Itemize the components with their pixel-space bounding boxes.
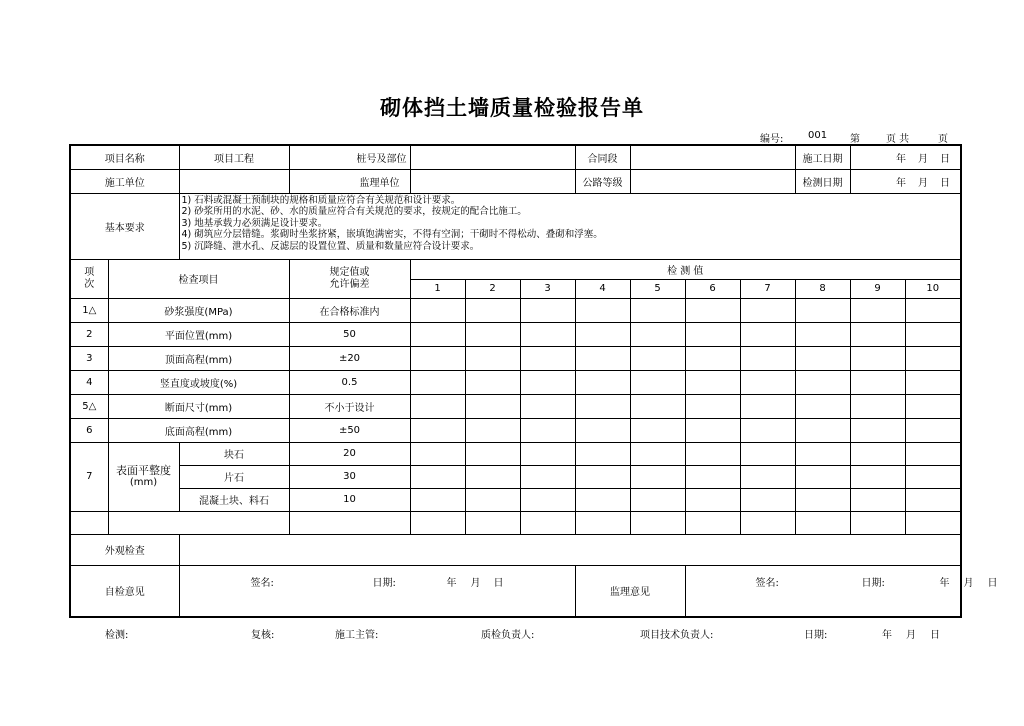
footer-tech: 项目技术负责人: bbox=[640, 630, 714, 641]
value-cell[interactable] bbox=[685, 442, 740, 465]
value-cell[interactable] bbox=[850, 370, 905, 394]
value-cell[interactable] bbox=[850, 346, 905, 370]
year-text: 年 bbox=[446, 577, 457, 589]
value-cell[interactable] bbox=[520, 465, 575, 488]
value-cell[interactable] bbox=[520, 488, 575, 511]
supervise-opinion-label: 监理意见 bbox=[575, 565, 685, 617]
page-di: 第 bbox=[850, 134, 860, 145]
table-row bbox=[70, 322, 961, 346]
project-name-value[interactable]: 项目工程 bbox=[179, 145, 289, 169]
measured-header: 检 测 值 bbox=[410, 259, 961, 279]
flatness-row-3 bbox=[70, 488, 961, 511]
year-text: 年 bbox=[939, 577, 950, 589]
spec-header-1: 规定值或 bbox=[329, 266, 370, 278]
value-cell[interactable] bbox=[465, 465, 520, 488]
spec-header bbox=[289, 259, 410, 298]
road-grade-value[interactable] bbox=[630, 169, 795, 193]
value-cell[interactable] bbox=[740, 370, 795, 394]
month-text: 月 bbox=[470, 577, 481, 589]
row-unit bbox=[70, 169, 961, 193]
measured-col-2: 2 bbox=[465, 279, 520, 298]
day-text: 日 bbox=[987, 577, 998, 589]
req-item-4: 4) 砌筑应分层错缝。浆砌时坐浆挤紧，嵌填饱满密实，不得有空洞；干砌时不得松动、叠砌和浮塞。 bbox=[181, 229, 603, 240]
value-cell[interactable] bbox=[410, 418, 465, 442]
signature-footer bbox=[69, 626, 955, 640]
value-cell[interactable] bbox=[575, 394, 630, 418]
value-cell[interactable] bbox=[905, 298, 961, 322]
appearance-label: 外观检查 bbox=[70, 534, 179, 565]
row-item: 顶面高程(mm) bbox=[108, 346, 289, 370]
row-no: 3 bbox=[70, 346, 108, 370]
value-cell[interactable] bbox=[575, 346, 630, 370]
value-cell[interactable] bbox=[465, 346, 520, 370]
row-no: 6 bbox=[70, 418, 108, 442]
value-cell[interactable] bbox=[410, 298, 465, 322]
row-no: 5△ bbox=[70, 394, 108, 418]
check-item-header: 检查项目 bbox=[108, 259, 289, 298]
value-cell[interactable] bbox=[905, 322, 961, 346]
value-cell[interactable] bbox=[905, 370, 961, 394]
flatness-row-2 bbox=[70, 465, 961, 488]
construct-unit-value[interactable] bbox=[179, 169, 289, 193]
supervise-unit-value[interactable] bbox=[410, 169, 575, 193]
year-text: 年 bbox=[896, 177, 907, 189]
table-row bbox=[70, 346, 961, 370]
self-check-label: 自检意见 bbox=[70, 565, 179, 617]
value-cell[interactable] bbox=[410, 511, 465, 534]
value-cell[interactable] bbox=[850, 298, 905, 322]
serial-meta bbox=[760, 130, 960, 144]
row-spec: ±20 bbox=[289, 346, 410, 370]
value-cell[interactable] bbox=[850, 322, 905, 346]
value-cell[interactable] bbox=[630, 442, 685, 465]
value-cell[interactable] bbox=[740, 298, 795, 322]
value-cell[interactable] bbox=[795, 370, 850, 394]
report-title: 砌体挡土墙质量检验报告单 bbox=[380, 96, 644, 120]
page-ye-gong: 页 共 bbox=[886, 134, 910, 145]
value-cell[interactable] bbox=[520, 511, 575, 534]
item-no-header-2: 次 bbox=[84, 278, 95, 290]
value-cell[interactable] bbox=[740, 346, 795, 370]
value-cell[interactable] bbox=[465, 418, 520, 442]
year-text: 年 bbox=[882, 630, 892, 641]
serial-label: 编号: bbox=[760, 134, 784, 145]
value-cell[interactable] bbox=[630, 511, 685, 534]
value-cell[interactable] bbox=[795, 465, 850, 488]
measured-col-1: 1 bbox=[410, 279, 465, 298]
value-cell[interactable] bbox=[520, 418, 575, 442]
value-cell[interactable] bbox=[905, 346, 961, 370]
year-text: 年 bbox=[896, 153, 907, 165]
value-cell[interactable] bbox=[740, 394, 795, 418]
footer-inspect: 检测: bbox=[105, 630, 129, 641]
value-cell[interactable] bbox=[740, 488, 795, 511]
measured-col-9: 9 bbox=[850, 279, 905, 298]
value-cell[interactable] bbox=[795, 394, 850, 418]
value-cell[interactable] bbox=[630, 298, 685, 322]
row-item: 竖直度或坡度(%) bbox=[108, 370, 289, 394]
value-cell[interactable] bbox=[520, 298, 575, 322]
header-row-1 bbox=[70, 259, 961, 279]
value-cell[interactable] bbox=[575, 322, 630, 346]
blank-cell[interactable] bbox=[108, 511, 289, 534]
value-cell[interactable] bbox=[630, 394, 685, 418]
value-cell[interactable] bbox=[850, 442, 905, 465]
row-item: 断面尺寸(mm) bbox=[108, 394, 289, 418]
flatness-row-1 bbox=[70, 442, 961, 465]
row-basic-requirements bbox=[70, 193, 961, 259]
value-cell[interactable] bbox=[575, 418, 630, 442]
value-cell[interactable] bbox=[630, 322, 685, 346]
stake-label: 桩号及部位 bbox=[289, 145, 410, 169]
value-cell[interactable] bbox=[795, 322, 850, 346]
value-cell[interactable] bbox=[685, 394, 740, 418]
footer-recheck: 复核: bbox=[251, 630, 275, 641]
table-row bbox=[70, 418, 961, 442]
value-cell[interactable] bbox=[905, 394, 961, 418]
value-cell[interactable] bbox=[575, 488, 630, 511]
blank-cell[interactable] bbox=[289, 511, 410, 534]
measured-col-6: 6 bbox=[685, 279, 740, 298]
day-text: 日 bbox=[940, 153, 951, 165]
measured-col-5: 5 bbox=[630, 279, 685, 298]
value-cell[interactable] bbox=[850, 465, 905, 488]
day-text: 日 bbox=[930, 630, 940, 641]
value-cell[interactable] bbox=[575, 298, 630, 322]
item-no-header-1: 项 bbox=[84, 266, 95, 278]
value-cell[interactable] bbox=[410, 442, 465, 465]
supervise-opinion-area[interactable] bbox=[685, 565, 998, 617]
value-cell[interactable] bbox=[850, 418, 905, 442]
footer-quality: 质检负责人: bbox=[481, 630, 535, 641]
project-name-label: 项目名称 bbox=[70, 145, 179, 169]
value-cell[interactable] bbox=[410, 322, 465, 346]
value-cell[interactable] bbox=[740, 511, 795, 534]
value-cell[interactable] bbox=[905, 418, 961, 442]
value-cell[interactable] bbox=[685, 346, 740, 370]
supervise-sign: 签名: bbox=[755, 577, 779, 589]
basic-req-list bbox=[179, 193, 961, 259]
value-cell[interactable] bbox=[850, 488, 905, 511]
appearance-row bbox=[70, 534, 961, 565]
flatness-sub-item: 混凝土块、料石 bbox=[179, 488, 289, 511]
contract-label: 合同段 bbox=[575, 145, 630, 169]
value-cell[interactable] bbox=[465, 322, 520, 346]
blank-row bbox=[70, 511, 961, 534]
value-cell[interactable] bbox=[685, 298, 740, 322]
value-cell[interactable] bbox=[520, 322, 575, 346]
value-cell[interactable] bbox=[465, 298, 520, 322]
value-cell[interactable] bbox=[575, 465, 630, 488]
value-cell[interactable] bbox=[795, 298, 850, 322]
appearance-value[interactable] bbox=[179, 534, 961, 565]
value-cell[interactable] bbox=[410, 346, 465, 370]
value-cell[interactable] bbox=[410, 370, 465, 394]
req-item-5: 5) 沉降缝、泄水孔、反滤层的设置位置、质量和数量应符合设计要求。 bbox=[181, 240, 480, 252]
flatness-sub-spec: 10 bbox=[289, 488, 410, 511]
row-no: 2 bbox=[70, 322, 108, 346]
footer-date: 日期: bbox=[804, 630, 828, 641]
blank-cell[interactable] bbox=[70, 511, 108, 534]
spec-header-2: 允许偏差 bbox=[329, 278, 370, 290]
month-text: 月 bbox=[963, 577, 974, 589]
month-text: 月 bbox=[918, 177, 929, 189]
value-cell[interactable] bbox=[520, 346, 575, 370]
measured-col-7: 7 bbox=[740, 279, 795, 298]
table-row bbox=[70, 298, 961, 322]
req-item-3: 3) 地基承载力必须满足设计要求。 bbox=[181, 217, 328, 229]
value-cell[interactable] bbox=[905, 488, 961, 511]
value-cell[interactable] bbox=[795, 418, 850, 442]
value-cell[interactable] bbox=[520, 370, 575, 394]
flatness-sub-spec: 20 bbox=[289, 442, 410, 465]
value-cell[interactable] bbox=[410, 394, 465, 418]
row-no: 1△ bbox=[70, 298, 108, 322]
flatness-sub-item: 块石 bbox=[179, 442, 289, 465]
value-cell[interactable] bbox=[410, 488, 465, 511]
inspect-date-label: 检测日期 bbox=[795, 169, 850, 193]
supervise-unit-label: 监理单位 bbox=[289, 169, 410, 193]
value-cell[interactable] bbox=[685, 488, 740, 511]
value-cell[interactable] bbox=[575, 370, 630, 394]
flatness-sub-spec: 30 bbox=[289, 465, 410, 488]
value-cell[interactable] bbox=[575, 511, 630, 534]
row-project bbox=[70, 145, 961, 169]
item-no-header bbox=[70, 259, 108, 298]
req-item-2: 2) 砂浆所用的水泥、砂、水的质量应符合有关规范的要求，按规定的配合比施工。 bbox=[181, 206, 527, 217]
row-no: 4 bbox=[70, 370, 108, 394]
row-spec: ±50 bbox=[289, 418, 410, 442]
inspect-date-value[interactable] bbox=[850, 169, 961, 193]
contract-value[interactable] bbox=[630, 145, 795, 169]
value-cell[interactable] bbox=[685, 322, 740, 346]
month-text: 月 bbox=[918, 153, 929, 165]
value-cell[interactable] bbox=[630, 370, 685, 394]
value-cell[interactable] bbox=[905, 442, 961, 465]
row-spec: 不小于设计 bbox=[289, 394, 410, 418]
value-cell[interactable] bbox=[685, 370, 740, 394]
row-item: 底面高程(mm) bbox=[108, 418, 289, 442]
value-cell[interactable] bbox=[465, 488, 520, 511]
flatness-no: 7 bbox=[70, 442, 108, 511]
flatness-sub-item: 片石 bbox=[179, 465, 289, 488]
serial-value: 001 bbox=[808, 130, 828, 141]
value-cell[interactable] bbox=[575, 442, 630, 465]
value-cell[interactable] bbox=[740, 418, 795, 442]
value-cell[interactable] bbox=[795, 511, 850, 534]
req-item-1: 1) 石料或混凝土预制块的规格和质量应符合有关规范和设计要求。 bbox=[181, 194, 461, 206]
month-text: 月 bbox=[906, 630, 916, 641]
footer-manager: 施工主管: bbox=[335, 630, 379, 641]
page-ye: 页 bbox=[938, 134, 948, 145]
value-cell[interactable] bbox=[630, 346, 685, 370]
value-cell[interactable] bbox=[795, 488, 850, 511]
value-cell[interactable] bbox=[905, 465, 961, 488]
value-cell[interactable] bbox=[520, 442, 575, 465]
value-cell[interactable] bbox=[795, 346, 850, 370]
value-cell[interactable] bbox=[520, 394, 575, 418]
value-cell[interactable] bbox=[465, 511, 520, 534]
road-grade-label: 公路等级 bbox=[575, 169, 630, 193]
day-text: 日 bbox=[940, 177, 951, 189]
value-cell[interactable] bbox=[685, 465, 740, 488]
row-item: 平面位置(mm) bbox=[108, 322, 289, 346]
supervise-date: 日期: bbox=[861, 577, 885, 589]
self-check-sign: 签名: bbox=[250, 577, 274, 589]
value-cell[interactable] bbox=[740, 442, 795, 465]
measured-col-8: 8 bbox=[795, 279, 850, 298]
measured-col-10: 10 bbox=[905, 279, 961, 298]
value-cell[interactable] bbox=[685, 418, 740, 442]
value-cell[interactable] bbox=[795, 442, 850, 465]
value-cell[interactable] bbox=[630, 488, 685, 511]
row-spec: 50 bbox=[289, 322, 410, 346]
value-cell[interactable] bbox=[740, 465, 795, 488]
flatness-label-1: 表面平整度 bbox=[116, 463, 171, 477]
construct-date-value[interactable] bbox=[850, 145, 961, 169]
inspection-form bbox=[69, 144, 998, 618]
construct-unit-label: 施工单位 bbox=[70, 169, 179, 193]
table-row bbox=[70, 370, 961, 394]
value-cell[interactable] bbox=[630, 465, 685, 488]
flatness-label bbox=[108, 442, 179, 511]
value-cell[interactable] bbox=[465, 442, 520, 465]
flatness-label-2: (mm) bbox=[129, 476, 158, 488]
row-spec: 在合格标准内 bbox=[289, 298, 410, 322]
table-row bbox=[70, 394, 961, 418]
measured-col-3: 3 bbox=[520, 279, 575, 298]
stake-value[interactable] bbox=[410, 145, 575, 169]
value-cell[interactable] bbox=[740, 322, 795, 346]
row-spec: 0.5 bbox=[289, 370, 410, 394]
value-cell[interactable] bbox=[465, 394, 520, 418]
row-item: 砂浆强度(MPa) bbox=[108, 298, 289, 322]
basic-req-label: 基本要求 bbox=[70, 193, 179, 259]
value-cell[interactable] bbox=[410, 465, 465, 488]
measured-col-4: 4 bbox=[575, 279, 630, 298]
self-check-date: 日期: bbox=[372, 577, 396, 589]
day-text: 日 bbox=[493, 577, 504, 589]
value-cell[interactable] bbox=[465, 370, 520, 394]
value-cell[interactable] bbox=[850, 511, 905, 534]
construct-date-label: 施工日期 bbox=[795, 145, 850, 169]
opinion-row bbox=[70, 565, 961, 617]
value-cell[interactable] bbox=[850, 394, 905, 418]
value-cell[interactable] bbox=[630, 418, 685, 442]
value-cell[interactable] bbox=[905, 511, 961, 534]
value-cell[interactable] bbox=[685, 511, 740, 534]
self-check-area[interactable] bbox=[179, 565, 575, 617]
